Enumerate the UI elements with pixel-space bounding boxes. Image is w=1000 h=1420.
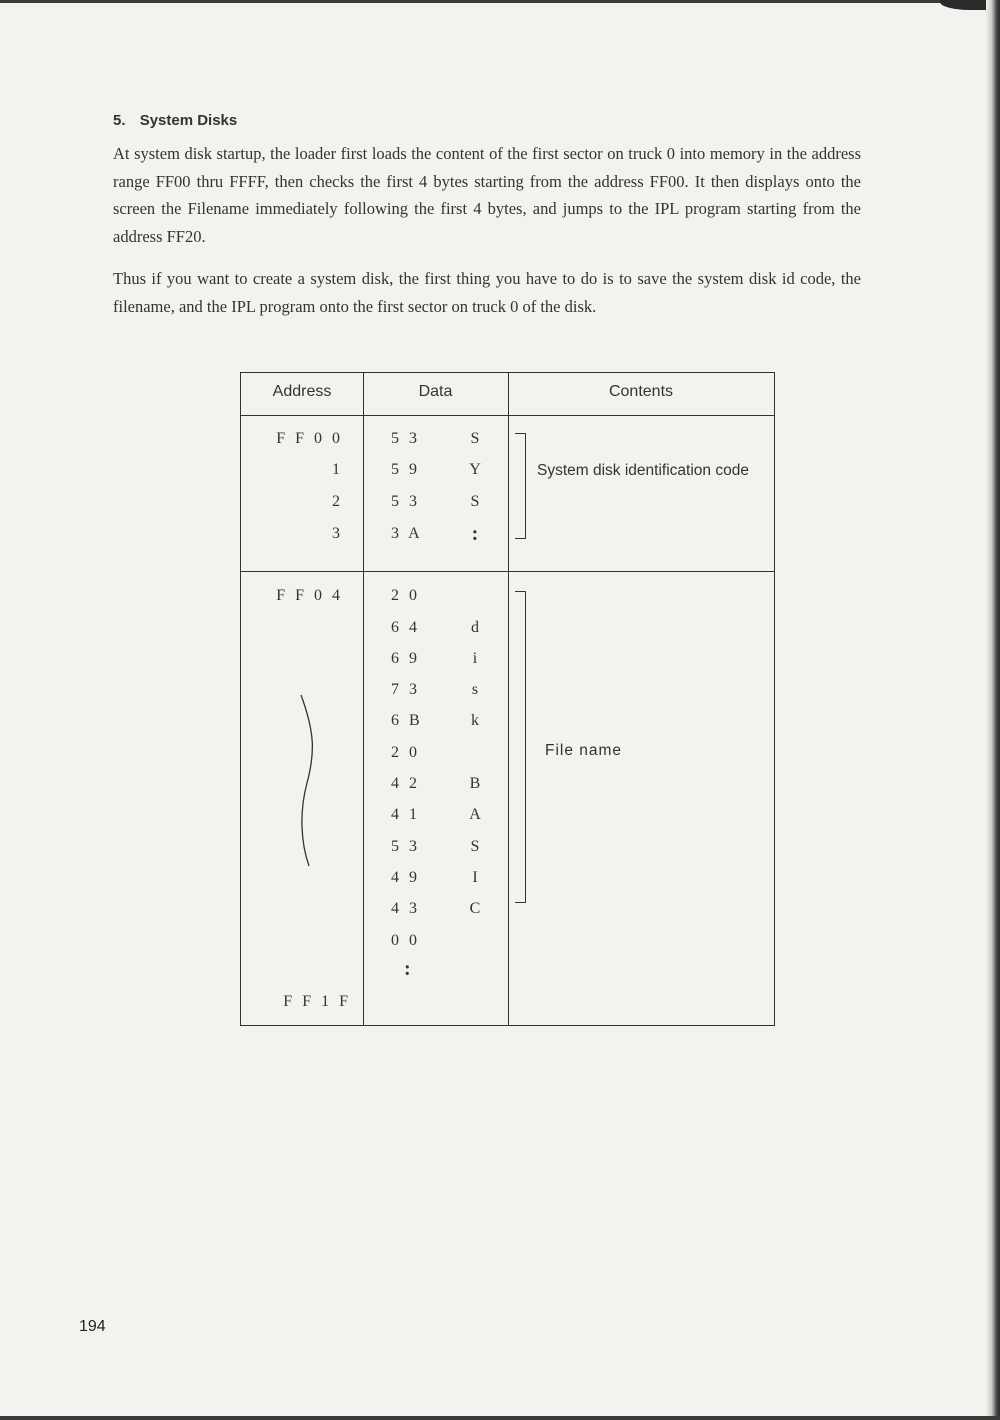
- hex-cell: 6 B: [391, 712, 423, 729]
- address-cell-end: F F 1 F: [283, 993, 351, 1010]
- header-address: Address: [272, 383, 332, 400]
- hex-cell: 5 3: [391, 430, 420, 447]
- address-cell: F F 0 0: [276, 430, 343, 447]
- section-number: 5.: [113, 112, 126, 129]
- section-heading: [113, 112, 237, 129]
- hex-cell: 3 A: [391, 525, 423, 542]
- page-top-edge: [0, 0, 1000, 3]
- char-cell: I: [472, 869, 478, 886]
- paragraph: Thus if you want to create a system disk, the first thing you have to do is to save the system disk id code, the filename, and the IPL program onto the first sector on truck 0 of the disk.: [113, 269, 861, 316]
- address-cell: 2: [332, 493, 343, 510]
- page-right-edge: [986, 0, 1000, 1420]
- char-cell: S: [470, 430, 480, 447]
- hex-cell: 4 9: [391, 869, 420, 886]
- page-number: 194: [79, 1318, 106, 1335]
- char-cell: C: [469, 900, 481, 917]
- hex-cell: 2 0: [391, 587, 420, 604]
- hex-cell: 4 2: [391, 775, 420, 792]
- bracket-icon: [515, 433, 526, 539]
- char-cell: i: [472, 650, 478, 667]
- hex-cell: 4 3: [391, 900, 420, 917]
- hex-cell: 4 1: [391, 806, 420, 823]
- char-cell: B: [469, 775, 481, 792]
- contents-system-id: System disk identification code: [537, 462, 749, 479]
- range-brace-icon: [293, 693, 317, 868]
- page-bottom-edge: [0, 1416, 1000, 1420]
- column-divider: [363, 373, 364, 1025]
- char-cell: k: [471, 712, 479, 729]
- hex-cell: 6 9: [391, 650, 420, 667]
- column-divider: [508, 373, 509, 1025]
- hex-cell: 6 4: [391, 619, 420, 636]
- char-cell: d: [471, 619, 479, 636]
- hex-cell: 0 0: [391, 932, 420, 949]
- hex-cell: 5 3: [391, 493, 420, 510]
- header-data: Data: [418, 383, 453, 400]
- hex-cell: 5 3: [391, 838, 420, 855]
- address-cell-start: F F 0 4: [276, 587, 343, 604]
- char-cell: S: [470, 838, 480, 855]
- contents-file-name: File name: [545, 742, 623, 759]
- hex-cell: 5 9: [391, 461, 420, 478]
- char-cell: :: [471, 523, 479, 545]
- hex-cell: 7 3: [391, 681, 420, 698]
- char-cell: Y: [469, 461, 481, 478]
- hex-cell: :: [404, 958, 414, 980]
- bracket-icon: [515, 591, 526, 903]
- char-cell: A: [469, 806, 481, 823]
- memory-layout-table: [240, 372, 775, 1026]
- header-contents: Contents: [608, 383, 674, 400]
- address-cell: 1: [332, 461, 343, 478]
- char-cell: S: [470, 493, 480, 510]
- char-cell: s: [471, 681, 479, 698]
- address-cell: 3: [332, 525, 343, 542]
- hex-cell: 2 0: [391, 744, 420, 761]
- section-title: System Disks: [139, 112, 238, 129]
- paragraph: At system disk startup, the loader first loads the content of the first sector on truck 0 into memory in the address range FF00 thru FFFF, then checks the first 4 bytes starting from the address FF00. It then displays onto the screen the Filename immediately following the first 4 bytes, and jumps to the IPL program starting from the address FF20.: [113, 144, 861, 246]
